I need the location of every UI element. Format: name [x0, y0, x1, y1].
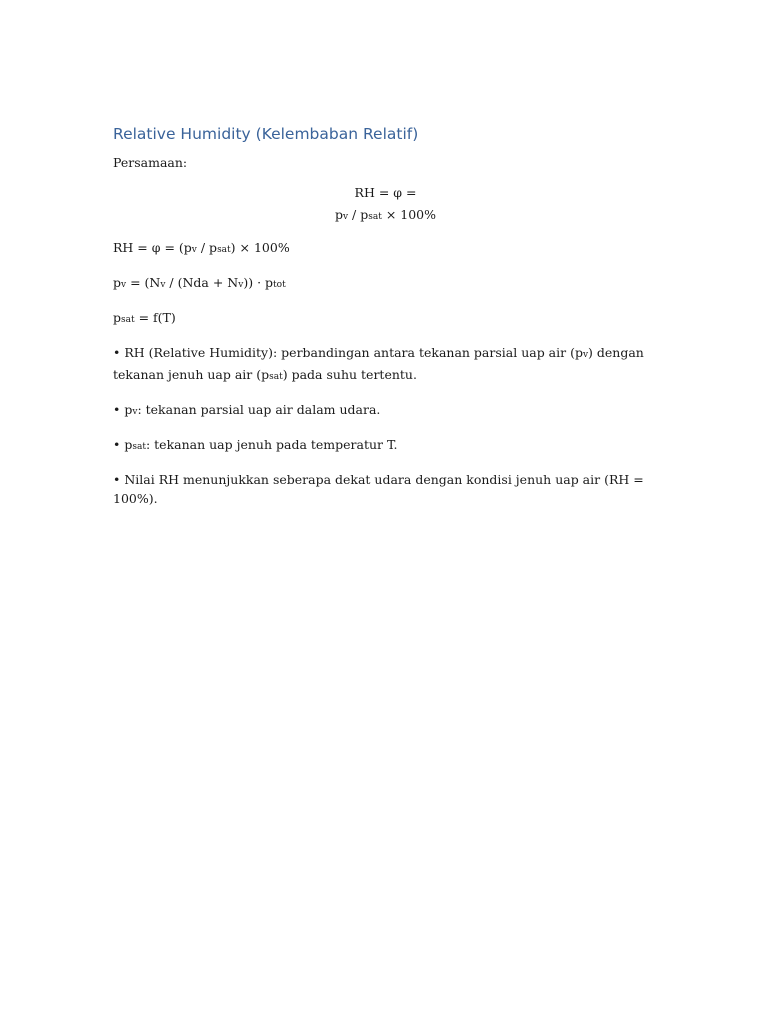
formula-psat [113, 308, 658, 330]
bullet-text: ) dengan tekanan jenuh uap air (p [113, 345, 644, 382]
formula-pv [113, 273, 658, 295]
intro-label: Persamaan: [113, 155, 188, 170]
subscript: sat [217, 245, 231, 255]
centered-formula [113, 182, 658, 228]
formula-rh [113, 238, 658, 260]
formula-text: )) · p [243, 275, 274, 290]
document-body [113, 123, 658, 521]
formula-text: p [113, 275, 122, 290]
centered-formula-line-2 [113, 204, 658, 228]
subscript: v [191, 245, 197, 255]
subscript: v [132, 407, 138, 417]
bullet-nilai-rh: • Nilai RH menunjukkan seberapa dekat udara dengan kondisi jenuh uap air (RH = 100%). [113, 472, 644, 506]
subscript: v [160, 280, 166, 290]
bullet-text: : tekanan parsial uap air dalam udara. [137, 402, 381, 417]
document-heading: Relative Humidity (Kelembaban Relatif) [113, 125, 419, 143]
formula-text: = f(T) [134, 310, 176, 325]
subscript: v [121, 280, 127, 290]
formula-text: × 100% [381, 207, 437, 222]
formula-text: ) × 100% [230, 240, 290, 255]
bullet-pv-definition [113, 400, 658, 422]
formula-text: p [113, 310, 122, 325]
formula-text: p [334, 207, 343, 222]
bullet-text: • p [113, 437, 133, 452]
bullet-text: : tekanan uap jenuh pada temperatur T. [145, 437, 398, 452]
bullet-text: ) pada suhu tertentu. [282, 367, 417, 382]
subscript: sat [269, 372, 283, 382]
bullet-text: • RH (Relative Humidity): perbandingan antara tekanan parsial uap air (p [113, 345, 583, 360]
subscript: sat [121, 315, 135, 325]
bullet-rh-definition [113, 343, 658, 387]
formula-text: / p [196, 240, 218, 255]
subscript: tot [273, 280, 286, 290]
subscript: v [342, 212, 349, 222]
formula-text: / (Nda + N [165, 275, 239, 290]
formula-text: = (N [126, 275, 161, 290]
subscript: sat [368, 212, 382, 222]
formula-text: RH = φ = (p [113, 240, 192, 255]
centered-formula-line-1: RH = φ = [354, 185, 417, 200]
subscript: v [582, 350, 589, 360]
subscript: sat [132, 442, 146, 452]
bullet-psat-definition [113, 435, 658, 457]
bullet-text: • p [113, 402, 133, 417]
formula-text: / p [348, 207, 369, 222]
subscript: v [238, 280, 244, 290]
